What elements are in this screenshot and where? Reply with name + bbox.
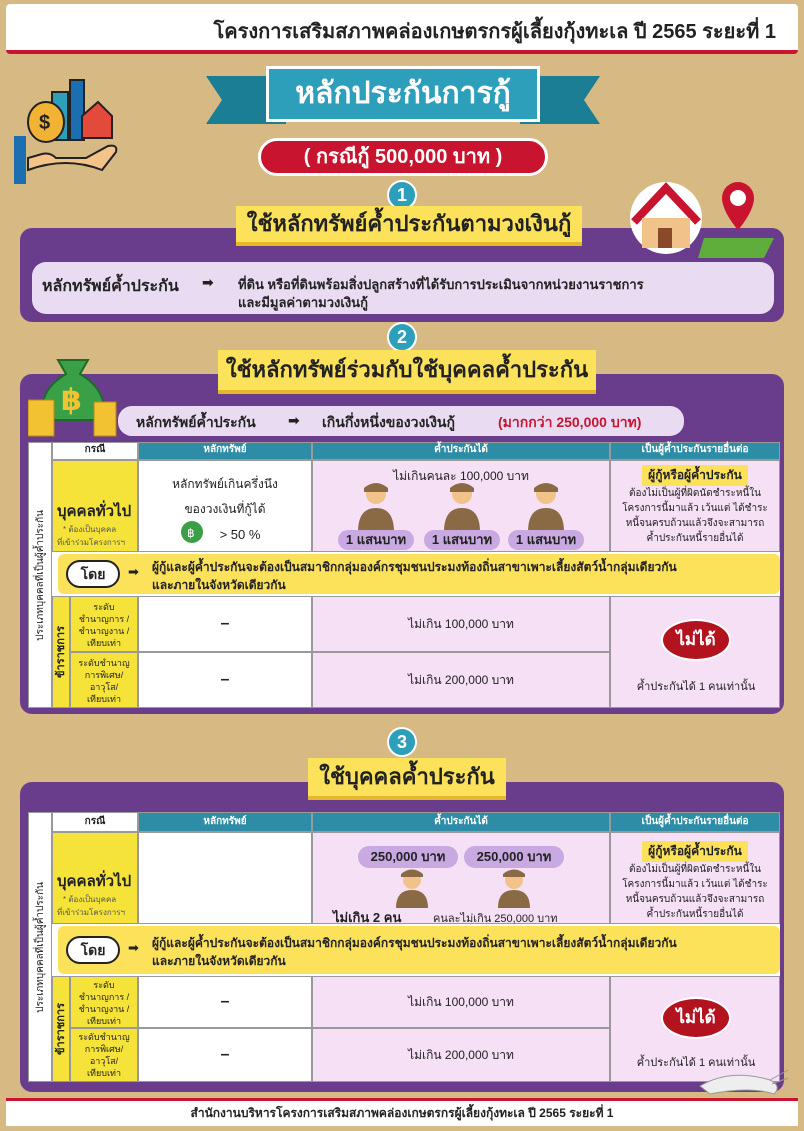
other-line-4: ค้ำประกันหนี้รายอื่นได้ [646,909,744,920]
guarantee-text: ไม่เกินคนละ 100,000 บาท [393,469,529,483]
header-other-guarantor: เป็นผู้ค้ำประกันรายอื่นต่อ [610,812,780,832]
section-2-title: ใช้หลักทรัพย์ร่วมกับใช้บุคคลค้ำประกัน [218,350,596,394]
arrow-icon: ➡ [128,940,139,955]
header-guarantee: ค้ำประกันได้ [312,442,610,460]
header-other-guarantor: เป็นผู้ค้ำประกันรายอื่นต่อ [610,442,780,460]
gov-level-1-line: ชำนาญงาน / [78,626,130,636]
money-bag-small-icon [179,517,205,545]
general-person-title: บุคคลทั่วไป [57,873,132,890]
gov-level-1-line: ชำนาญการ / [78,614,130,624]
gov-level-1-line: ระดับ [93,980,115,990]
person-icon [396,870,428,909]
header-guarantee: ค้ำประกันได้ [312,812,610,832]
header-asset: หลักทรัพย์ [138,442,312,460]
general-person-note-1: * ต้องเป็นบุคคล [63,895,117,904]
gov-level-2-line: เทียบเท่า [86,694,122,704]
page-title: โครงการเสริมสภาพคล่องเกษตรกรผู้เลี้ยงกุ้งทะเล ปี 2565 ระยะที่ 1 [213,21,776,43]
section-3-number: 3 [387,727,417,757]
arrow-icon: ➡ [128,564,139,579]
guarantor-people-icons [392,868,542,908]
gov-label-cell [52,596,70,708]
gov-level-1-amount: ไม่เกิน 100,000 บาท [312,596,610,652]
per-person-limit: คนละไม่เกิน 250,000 บาท [433,913,558,925]
asset-cell [138,460,312,552]
other-line-1: ต้องไม่เป็นผู้ที่ผิดนัดชำระหนี้ใน [628,488,762,499]
general-person-note-1: * ต้องเป็นบุคคล [63,525,117,534]
section-2-number: 2 [387,322,417,352]
section-3-title: ใช้บุคคลค้ำประกัน [308,758,506,800]
footer: สำนักงานบริหารโครงการเสริมสภาพคล่องเกษตรกรผู้เลี้ยงกุ้งทะเล ปี 2565 ระยะที่ 1 [6,1098,798,1126]
asset-line-2: ของวงเงินที่กู้ได้ [184,502,266,516]
max-people: ไม่เกิน 2 คน [333,910,402,925]
gov-label-cell [52,976,70,1082]
header-case: กรณี [52,812,138,832]
header-bar [6,4,798,54]
loan-case-badge: ( กรณีกู้ 500,000 บาท ) [258,138,548,176]
gov-level-1-amount: ไม่เกิน 100,000 บาท [312,976,610,1028]
amount-pill: 1 แสนบาท [338,530,414,550]
section-1-number: 1 [387,180,417,210]
asset-percent: > 50 % [219,527,261,542]
gov-level-2-line: การพิเศษ/ [84,670,124,680]
gov-level-2-line: ระดับชำนาญ [78,1032,130,1042]
house-location-icon [628,178,778,260]
amount-pill: 1 แสนบาท [508,530,584,550]
guarantor-type-label: ประเภทบุคคลที่เป็นผู้ค้ำประกัน [34,509,46,641]
other-guarantor-title: ผู้กู้หรือผู้ค้ำประกัน [642,465,748,486]
condition-label: โดย [66,560,120,588]
header-asset: หลักทรัพย์ [138,812,312,832]
gov-level-1-line: เทียบเท่า [86,638,122,648]
guarantor-type-label: ประเภทบุคคลที่เป็นผู้ค้ำประกัน [34,881,46,1013]
arrow-icon: ➡ [288,412,300,428]
section-1-info [32,262,774,314]
cannot-badge: ไม่ได้ [661,997,731,1039]
gov-level-2-line: ระดับชำนาญ [78,658,130,668]
gov-level-1-line: ชำนาญงาน / [78,1004,130,1014]
svg-text:$: $ [39,112,51,134]
gov-level-2-line: การพิเศษ/ [84,1044,124,1054]
collateral-note: (มากกว่า 250,000 บาท) [498,414,642,430]
header-case: กรณี [52,442,138,460]
cannot-note: ค้ำประกันได้ 1 คนเท่านั้น [636,681,756,693]
other-guarantor-cell [610,832,780,924]
gov-level-1-asset: – [138,596,312,652]
gov-level-1-line: เทียบเท่า [86,1016,122,1026]
condition-line-1: ผู้กู้และผู้ค้ำประกันจะต้องเป็นสมาชิกกลุ่มองค์กรชุมชนประมงท้องถิ่นสาขาเพาะเลี้ยงสัตว์น้ำกลุ่มเดียวกัน [152,560,677,574]
condition-bar [58,926,780,974]
general-person-title: บุคคลทั่วไป [57,503,132,520]
amount-pill: 250,000 บาท [464,846,564,868]
gov-level-1-line: ชำนาญการ / [78,992,130,1002]
other-line-2: โครงการนี้มาแล้ว เว้นแต่ ได้ชำระ [622,879,768,890]
shrimp-icon [690,1066,790,1102]
section-1-title: ใช้หลักทรัพย์ค้ำประกันตามวงเงินกู้ [236,206,582,246]
other-line-1: ต้องไม่เป็นผู้ที่ผิดนัดชำระหนี้ใน [628,864,762,875]
gov-level-1-line: ระดับ [93,602,115,612]
condition-line-2: และภายในจังหวัดเดียวกัน [152,578,286,592]
gov-other-cell [610,596,780,708]
collateral-value: เกินกึ่งหนึ่งของวงเงินกู้ [322,414,455,430]
other-guarantor-title: ผู้กู้หรือผู้ค้ำประกัน [642,841,748,862]
cannot-note: ค้ำประกันได้ 1 คนเท่านั้น [636,1057,756,1069]
other-line-3: หนี้จนครบถ้วนแล้วจึงจะสามารถ [625,518,765,529]
other-line-2: โครงการนี้มาแล้ว เว้นแต่ ได้ชำระ [622,503,768,514]
collateral-desc-1: ที่ดิน หรือที่ดินพร้อมสิ่งปลูกสร้างที่ได้รับการประเมินจากหน่วยงานราชการ [238,277,644,292]
person-icon [358,483,394,532]
gov-level-2-line: เทียบเท่า [86,1068,122,1078]
general-person-note-2: ที่เข้าร่วมโครงการฯ [57,538,126,547]
collateral-label: หลักทรัพย์ค้ำประกัน [42,278,179,295]
gov-level-2-line: อาวุโส/ [89,1056,119,1066]
gov-level-2-amount: ไม่เกิน 200,000 บาท [312,1028,610,1082]
collateral-desc-2: และมีมูลค่าตามวงเงินกู้ [238,295,368,310]
gov-level-2-asset: – [138,1028,312,1082]
person-icon [444,483,480,532]
money-hand-icon [6,72,122,188]
amount-pill: 1 แสนบาท [424,530,500,550]
collateral-label: หลักทรัพย์ค้ำประกัน [136,414,256,430]
section-2-collateral [118,406,684,436]
gov-level-2 [70,652,138,708]
banner-title: หลักประกันการกู้ [266,66,540,122]
svg-text:฿: ฿ [187,526,195,540]
vertical-label-cell [28,442,52,708]
svg-text:฿: ฿ [61,384,82,417]
general-person-cell [52,832,138,924]
other-line-3: หนี้จนครบถ้วนแล้วจึงจะสามารถ [625,894,765,905]
general-person-note-2: ที่เข้าร่วมโครงการฯ [57,908,126,917]
gov-level-2-line: อาวุโส/ [89,682,119,692]
person-icon [498,870,530,909]
asset-line-1: หลักทรัพย์เกินครึ่งนึง [172,477,278,491]
condition-line-2: และภายในจังหวัดเดียวกัน [152,954,286,968]
gov-label: ข้าราชการ [55,626,67,678]
condition-label: โดย [66,936,120,964]
condition-bar [58,554,780,594]
person-icon [528,483,564,532]
cannot-badge: ไม่ได้ [661,619,731,661]
gov-level-2 [70,1028,138,1082]
general-person-cell [52,460,138,552]
amount-pill: 250,000 บาท [358,846,458,868]
gov-level-2-amount: ไม่เกิน 200,000 บาท [312,652,610,708]
condition-line-1: ผู้กู้และผู้ค้ำประกันจะต้องเป็นสมาชิกกลุ่มองค์กรชุมชนประมงท้องถิ่นสาขาเพาะเลี้ยงสัตว์น้ำกลุ่มเดียวกัน [152,936,677,950]
asset-cell [138,832,312,924]
money-bag-icon [28,340,118,438]
gov-level-1-asset: – [138,976,312,1028]
vertical-label-cell [28,812,52,1082]
arrow-icon: ➡ [202,274,214,290]
other-guarantor-cell [610,460,780,552]
gov-level-2-asset: – [138,652,312,708]
guarantor-people-icons [356,480,576,534]
gov-level-1 [70,976,138,1028]
gov-level-1 [70,596,138,652]
other-line-4: ค้ำประกันหนี้รายอื่นได้ [646,533,744,544]
gov-label: ข้าราชการ [55,1003,67,1055]
